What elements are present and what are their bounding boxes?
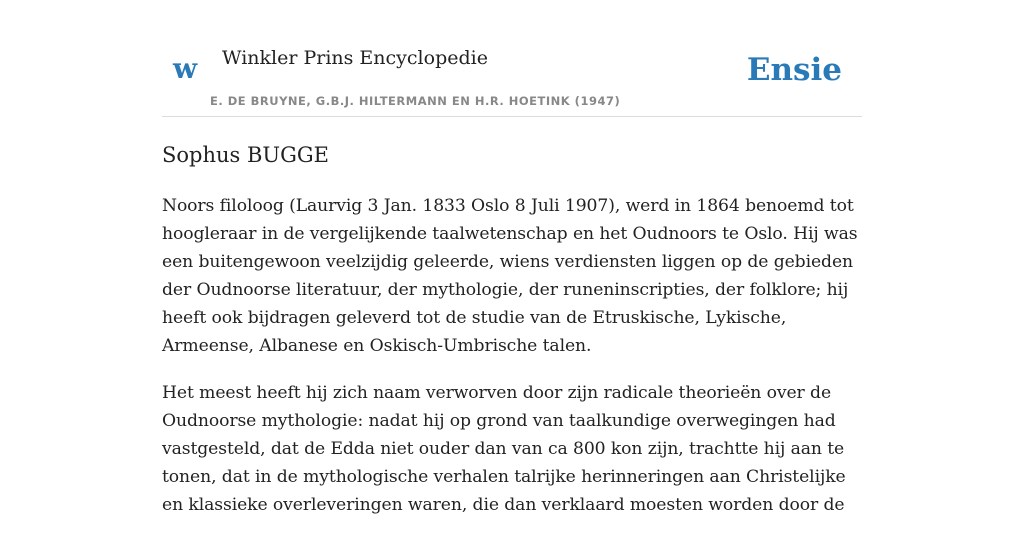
source-logo[interactable]: w xyxy=(173,52,198,85)
article-title: Sophus BUGGE xyxy=(162,143,329,167)
brand-logo[interactable]: Ensie xyxy=(746,52,842,88)
authors-line: E. DE BRUYNE, G.B.J. HILTERMANN EN H.R. HOETINK (1947) xyxy=(210,94,621,108)
site-header xyxy=(162,0,862,117)
article-body xyxy=(162,192,862,538)
source-title-link[interactable]: Winkler Prins Encyclopedie xyxy=(222,47,488,69)
article-paragraph: Noors filoloog (Laurvig 3 Jan. 1833 Oslo 8 Juli 1907), werd in 1864 benoemd tot hoogleraar in de vergelijkende taalwetenschap en het Oudnoors te Oslo. Hij was een buitengewoon veelzijdig geleerde, wiens verdiensten liggen op de gebieden der Oudnoorse literatuur, der mythologie, der runeninscripties, der folklore; hij heeft ook bijdragen geleverd tot de studie van de Etruskische, Lykische, Armeense, Albanese en Oskisch-Umbrische talen. xyxy=(162,196,858,356)
article-paragraph: Het meest heeft hij zich naam verworven door zijn radicale theorieën over de Oudnoorse mythologie: nadat hij op grond van taalkundige overwegingen had vastgesteld, dat de Edda niet ouder dan van ca 800 kon zijn, trachtte hij aan te tonen, dat in de mythologische verhalen talrijke herinneringen aan Christelijke en klassieke overleveringen waren, die dan verklaard moesten worden door de xyxy=(162,383,846,515)
